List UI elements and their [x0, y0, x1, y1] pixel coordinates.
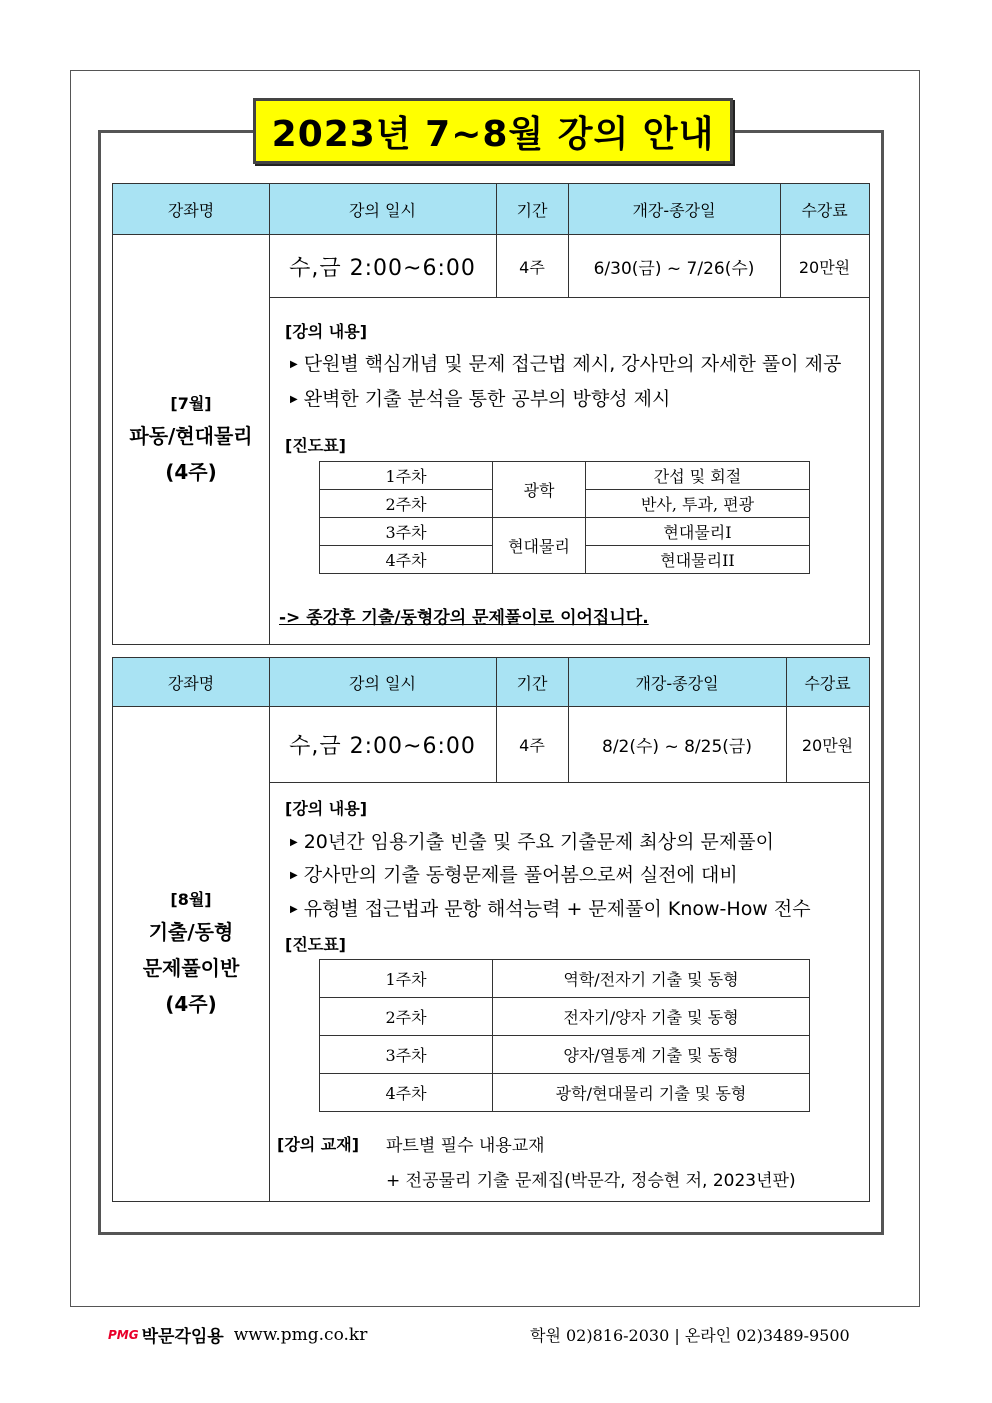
course-table-july	[112, 183, 870, 645]
course-title: 기출/동형	[148, 920, 234, 944]
course-duration: 4주	[519, 736, 545, 755]
header-fee: 수강료	[780, 184, 869, 234]
progress-detail: 전자기/양자 기출 및 동형	[493, 998, 810, 1036]
bullet-triangle-icon: ▶	[290, 870, 298, 881]
course-duration: 4주	[519, 257, 545, 277]
progress-detail: 현대물리II	[586, 546, 810, 574]
content-bullet: ▶ 20년간 임용기출 빈출 및 주요 기출문제 최상의 문제풀이	[290, 831, 774, 853]
progress-detail: 간섭 및 회절	[586, 462, 810, 490]
course-month: [7월]	[170, 394, 212, 413]
textbook-line-1: 파트별 필수 내용교재	[386, 1136, 545, 1156]
header-schedule: 강의 일시	[269, 658, 496, 706]
bullet-triangle-icon: ▶	[290, 904, 298, 915]
course-schedule: 수,금 2:00~6:00	[289, 255, 476, 281]
header-duration: 기간	[496, 658, 568, 706]
course-weeks: (4주)	[165, 992, 217, 1016]
progress-label: [진도표]	[285, 436, 346, 455]
course-name-august	[113, 707, 269, 1201]
header-dates: 개강-종강일	[568, 184, 780, 234]
progress-detail: 광학/현대물리 기출 및 동형	[493, 1074, 810, 1112]
course-fee: 20만원	[798, 257, 851, 277]
header-course-name: 강좌명	[113, 184, 269, 234]
course-dates: 6/30(금) ~ 7/26(수)	[593, 258, 755, 279]
course-month: [8월]	[170, 890, 212, 909]
content-bullet: ▶ 단원별 핵심개념 및 문제 접근법 제시, 강사만의 자세한 풀이 제공	[290, 353, 842, 375]
bullet-triangle-icon: ▶	[290, 837, 298, 848]
progress-week: 4주차	[320, 546, 493, 574]
progress-detail: 양자/열통계 기출 및 동형	[493, 1036, 810, 1074]
textbook-label: [강의 교재]	[277, 1135, 360, 1154]
course-table-august	[112, 657, 870, 1202]
progress-week: 3주차	[320, 1036, 493, 1074]
progress-label: [진도표]	[285, 935, 346, 954]
course-schedule: 수,금 2:00~6:00	[289, 734, 476, 759]
progress-topic: 광학	[493, 462, 586, 518]
progress-topic: 현대물리	[493, 518, 586, 574]
progress-table	[319, 461, 810, 574]
progress-week: 2주차	[320, 490, 493, 518]
header-fee: 수강료	[786, 658, 869, 706]
course-weeks: (4주)	[165, 460, 217, 484]
header-schedule: 강의 일시	[269, 184, 496, 234]
content-bullet: ▶ 완벽한 기출 분석을 통한 공부의 방향성 제시	[290, 388, 671, 410]
course-fee: 20만원	[801, 736, 854, 755]
progress-week: 1주차	[320, 960, 493, 998]
progress-detail: 현대물리I	[586, 518, 810, 546]
content-bullet: ▶ 강사만의 기출 동형문제를 풀어봄으로써 실전에 대비	[290, 864, 738, 886]
progress-week: 4주차	[320, 1074, 493, 1112]
header-duration: 기간	[496, 184, 568, 234]
page-title: 2023년 7~8월 강의 안내	[253, 98, 733, 164]
progress-detail: 반사, 투과, 편광	[586, 490, 810, 518]
header-course-name: 강좌명	[113, 658, 269, 706]
bullet-triangle-icon: ▶	[290, 394, 298, 405]
bullet-triangle-icon: ▶	[290, 359, 298, 370]
progress-week: 2주차	[320, 998, 493, 1036]
content-label: [강의 내용]	[285, 322, 368, 341]
website-link[interactable]: www.pmg.co.kr	[233, 1324, 368, 1345]
pmg-logo: PMG	[108, 1327, 139, 1342]
footer-contact: 학원 02)816-2030 | 온라인 02)3489-9500	[530, 1326, 850, 1345]
content-bullet: ▶ 유형별 접근법과 문항 해석능력 + 문제풀이 Know-How 전수	[290, 898, 811, 920]
course-dates: 8/2(수) ~ 8/25(금)	[602, 737, 752, 757]
brand-name: 박문각임용	[141, 1327, 224, 1347]
progress-detail: 역학/전자기 기출 및 동형	[493, 960, 810, 998]
header-dates: 개강-종강일	[568, 658, 786, 706]
progress-week: 3주차	[320, 518, 493, 546]
course-title-2: 문제풀이반	[142, 956, 240, 980]
progress-week: 1주차	[320, 462, 493, 490]
progress-table	[319, 959, 810, 1112]
content-label: [강의 내용]	[285, 799, 368, 818]
course-name-july	[113, 235, 269, 645]
course-title: 파동/현대물리	[129, 424, 253, 448]
course-note: -> 종강후 기출/동형강의 문제풀이로 이어집니다.	[279, 608, 649, 628]
textbook-line-2: + 전공물리 기출 문제집(박문각, 정승현 저, 2023년판)	[386, 1171, 796, 1191]
footer-brand	[108, 1322, 367, 1347]
